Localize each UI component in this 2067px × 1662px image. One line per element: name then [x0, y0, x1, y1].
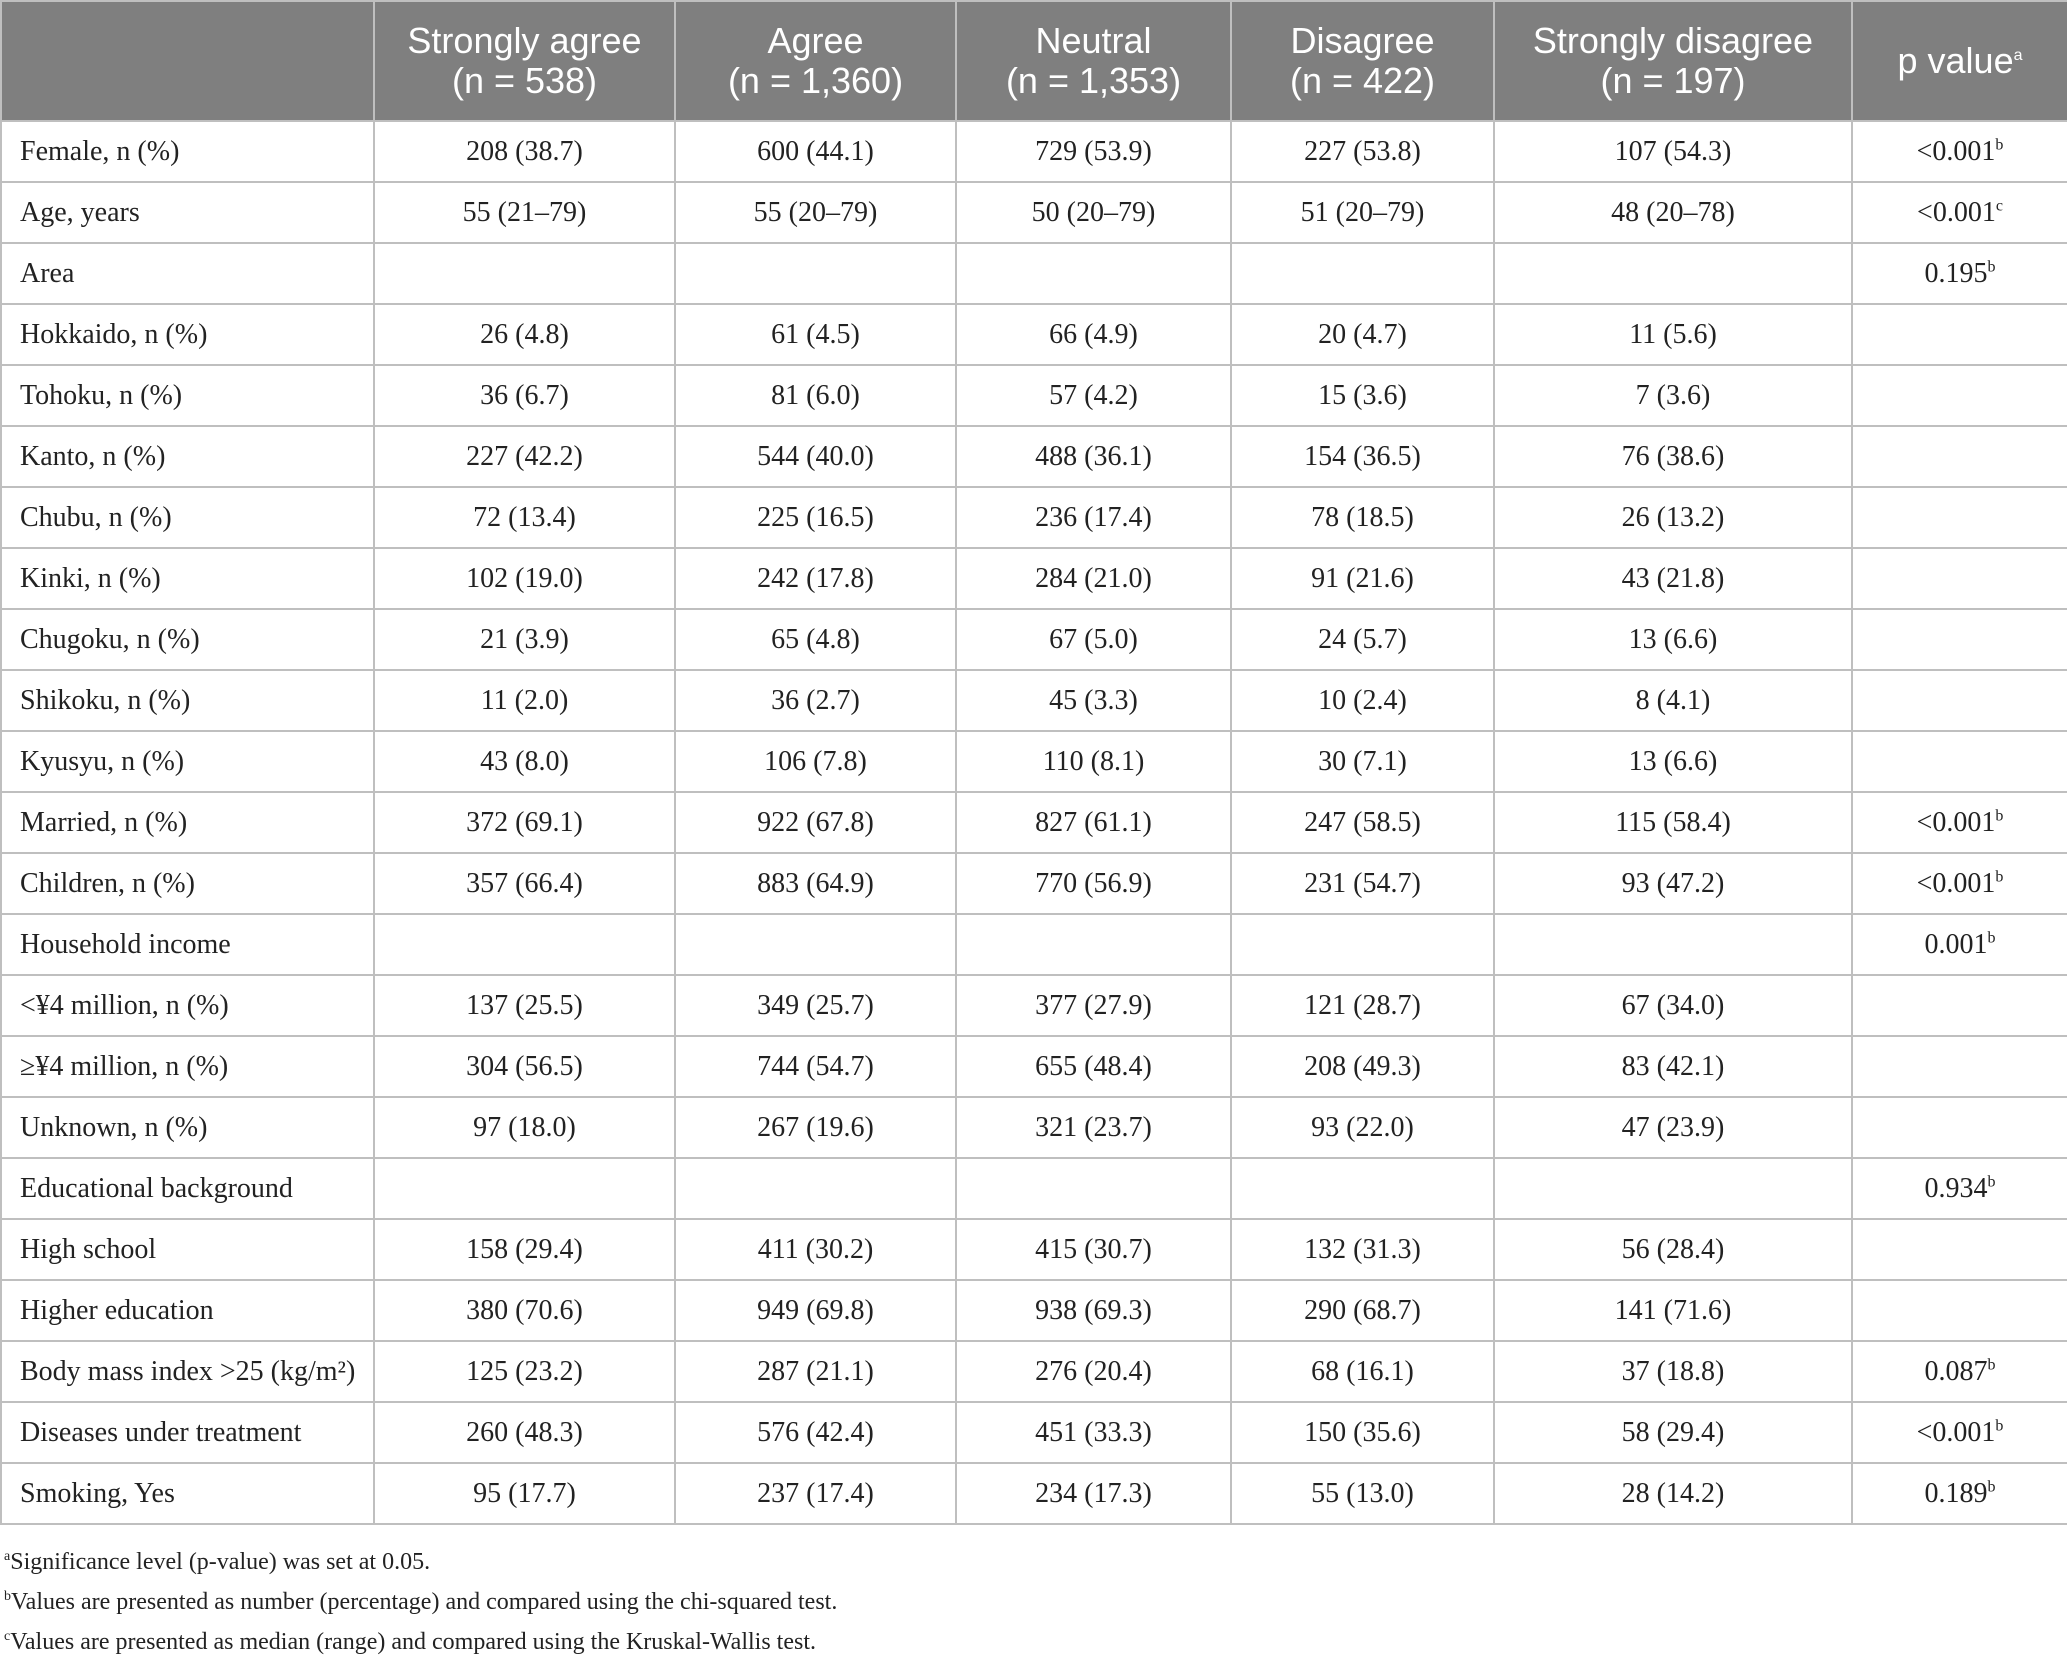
cell-value: 655 (48.4) [956, 1036, 1231, 1097]
cell-value: 208 (49.3) [1231, 1036, 1494, 1097]
table-row [1, 304, 2067, 365]
table-row [1, 792, 2067, 853]
cell-value: 81 (6.0) [675, 365, 956, 426]
cell-value: 234 (17.3) [956, 1463, 1231, 1524]
cell-value: 51 (20–79) [1231, 182, 1494, 243]
cell-value: 56 (28.4) [1494, 1219, 1852, 1280]
cell-p-value [1852, 1036, 2067, 1097]
row-label: Hokkaido, n (%) [1, 304, 374, 365]
cell-value: 95 (17.7) [374, 1463, 675, 1524]
header-strongly-disagree: Strongly disagree (n = 197) [1494, 1, 1852, 121]
cell-value: 247 (58.5) [1231, 792, 1494, 853]
cell-value: 36 (2.7) [675, 670, 956, 731]
cell-value: 57 (4.2) [956, 365, 1231, 426]
table-row [1, 243, 2067, 304]
cell-value [1494, 914, 1852, 975]
row-label: Kyusyu, n (%) [1, 731, 374, 792]
cell-value: 290 (68.7) [1231, 1280, 1494, 1341]
cell-value [1231, 914, 1494, 975]
cell-p-value [1852, 1219, 2067, 1280]
cell-value: 237 (17.4) [675, 1463, 956, 1524]
table-header-row [1, 1, 2067, 121]
cell-value: 380 (70.6) [374, 1280, 675, 1341]
cell-value: 132 (31.3) [1231, 1219, 1494, 1280]
cell-p-value [1852, 426, 2067, 487]
cell-p-value [1852, 731, 2067, 792]
cell-value: 43 (8.0) [374, 731, 675, 792]
cell-value: 11 (5.6) [1494, 304, 1852, 365]
cell-value: 949 (69.8) [675, 1280, 956, 1341]
cell-value: 938 (69.3) [956, 1280, 1231, 1341]
cell-value: 357 (66.4) [374, 853, 675, 914]
cell-value: 26 (4.8) [374, 304, 675, 365]
cell-value: 415 (30.7) [956, 1219, 1231, 1280]
row-label: Area [1, 243, 374, 304]
cell-p-value [1852, 975, 2067, 1036]
cell-p-value: <0.001$^b$ [1852, 853, 2067, 914]
row-label: Diseases under treatment [1, 1402, 374, 1463]
cell-p-value [1852, 304, 2067, 365]
row-label: Body mass index >25 (kg/m²) [1, 1341, 374, 1402]
cell-value: 744 (54.7) [675, 1036, 956, 1097]
cell-p-value: 0.087$^b$ [1852, 1341, 2067, 1402]
row-label: Higher education [1, 1280, 374, 1341]
cell-value: 24 (5.7) [1231, 609, 1494, 670]
row-label: Children, n (%) [1, 853, 374, 914]
cell-value: 76 (38.6) [1494, 426, 1852, 487]
cell-value: 287 (21.1) [675, 1341, 956, 1402]
cell-value: 28 (14.2) [1494, 1463, 1852, 1524]
table-row [1, 609, 2067, 670]
cell-value: 260 (48.3) [374, 1402, 675, 1463]
cell-p-value [1852, 609, 2067, 670]
table-row [1, 1280, 2067, 1341]
cell-value: 78 (18.5) [1231, 487, 1494, 548]
cell-value: 137 (25.5) [374, 975, 675, 1036]
cell-p-value [1852, 487, 2067, 548]
table-row [1, 975, 2067, 1036]
header-strongly-agree: Strongly agree (n = 538) [374, 1, 675, 121]
row-label: Chugoku, n (%) [1, 609, 374, 670]
cell-value: 208 (38.7) [374, 121, 675, 182]
cell-p-value: 0.934$^b$ [1852, 1158, 2067, 1219]
cell-value: 36 (6.7) [374, 365, 675, 426]
header-disagree: Disagree (n = 422) [1231, 1, 1494, 121]
cell-value: 141 (71.6) [1494, 1280, 1852, 1341]
row-label: Chubu, n (%) [1, 487, 374, 548]
cell-value: 411 (30.2) [675, 1219, 956, 1280]
cell-value: 110 (8.1) [956, 731, 1231, 792]
cell-value: 154 (36.5) [1231, 426, 1494, 487]
cell-value: 106 (7.8) [675, 731, 956, 792]
cell-value: 55 (20–79) [675, 182, 956, 243]
table-row [1, 1402, 2067, 1463]
cell-value: 276 (20.4) [956, 1341, 1231, 1402]
cell-value [1494, 243, 1852, 304]
footnote-b: $^b$Values are presented as number (percentage) and compared using the chi-squared test. [4, 1589, 838, 1615]
cell-value: 349 (25.7) [675, 975, 956, 1036]
cell-value: 242 (17.8) [675, 548, 956, 609]
cell-p-value: <0.001$^b$ [1852, 121, 2067, 182]
cell-value: 55 (21–79) [374, 182, 675, 243]
cell-value: 883 (64.9) [675, 853, 956, 914]
cell-p-value [1852, 1097, 2067, 1158]
cell-value: 67 (34.0) [1494, 975, 1852, 1036]
cell-value: 47 (23.9) [1494, 1097, 1852, 1158]
cell-value: 304 (56.5) [374, 1036, 675, 1097]
cell-value: 83 (42.1) [1494, 1036, 1852, 1097]
table-row [1, 670, 2067, 731]
cell-value: 93 (47.2) [1494, 853, 1852, 914]
row-label: Unknown, n (%) [1, 1097, 374, 1158]
table-row [1, 1036, 2067, 1097]
footnote-a: $^a$Significance level (p-value) was set at 0.05. [4, 1549, 431, 1575]
table-row [1, 731, 2067, 792]
table-row [1, 365, 2067, 426]
cell-value: 451 (33.3) [956, 1402, 1231, 1463]
cell-value: 107 (54.3) [1494, 121, 1852, 182]
cell-value: 45 (3.3) [956, 670, 1231, 731]
cell-value: 43 (21.8) [1494, 548, 1852, 609]
cell-value [1494, 1158, 1852, 1219]
cell-value: 231 (54.7) [1231, 853, 1494, 914]
table-row [1, 182, 2067, 243]
cell-value: 66 (4.9) [956, 304, 1231, 365]
header-p-value: p value$^a$ [1852, 1, 2067, 121]
cell-value: 372 (69.1) [374, 792, 675, 853]
cell-value: 121 (28.7) [1231, 975, 1494, 1036]
table-row [1, 1158, 2067, 1219]
cell-p-value: <0.001$^b$ [1852, 792, 2067, 853]
cell-p-value [1852, 548, 2067, 609]
row-label: Educational background [1, 1158, 374, 1219]
cell-value: 150 (35.6) [1231, 1402, 1494, 1463]
cell-p-value: <0.001$^b$ [1852, 1402, 2067, 1463]
cell-value [374, 1158, 675, 1219]
row-label: Tohoku, n (%) [1, 365, 374, 426]
cell-value: 115 (58.4) [1494, 792, 1852, 853]
cell-value: 488 (36.1) [956, 426, 1231, 487]
row-label: Married, n (%) [1, 792, 374, 853]
cell-value: 576 (42.4) [675, 1402, 956, 1463]
cell-value: 67 (5.0) [956, 609, 1231, 670]
cell-value: 72 (13.4) [374, 487, 675, 548]
row-label: Age, years [1, 182, 374, 243]
cell-value: 125 (23.2) [374, 1341, 675, 1402]
cell-value: 30 (7.1) [1231, 731, 1494, 792]
cell-p-value [1852, 670, 2067, 731]
cell-value [675, 914, 956, 975]
cell-value: 729 (53.9) [956, 121, 1231, 182]
cell-value: 37 (18.8) [1494, 1341, 1852, 1402]
row-label: <¥4 million, n (%) [1, 975, 374, 1036]
table-row [1, 1463, 2067, 1524]
cell-value: 922 (67.8) [675, 792, 956, 853]
table-row [1, 1219, 2067, 1280]
table-row [1, 914, 2067, 975]
cell-value [1231, 1158, 1494, 1219]
cell-value: 97 (18.0) [374, 1097, 675, 1158]
cell-value: 61 (4.5) [675, 304, 956, 365]
row-label: Kinki, n (%) [1, 548, 374, 609]
row-label: Kanto, n (%) [1, 426, 374, 487]
cell-value [675, 1158, 956, 1219]
cell-value: 68 (16.1) [1231, 1341, 1494, 1402]
cell-value: 544 (40.0) [675, 426, 956, 487]
cell-value: 600 (44.1) [675, 121, 956, 182]
cell-value: 827 (61.1) [956, 792, 1231, 853]
table-row [1, 853, 2067, 914]
footnotes [0, 1542, 837, 1662]
cell-value: 102 (19.0) [374, 548, 675, 609]
cell-value [675, 243, 956, 304]
cell-value: 93 (22.0) [1231, 1097, 1494, 1158]
cell-value: 227 (53.8) [1231, 121, 1494, 182]
table-row [1, 1341, 2067, 1402]
cell-value: 225 (16.5) [675, 487, 956, 548]
cell-value: 11 (2.0) [374, 670, 675, 731]
cell-value: 227 (42.2) [374, 426, 675, 487]
cell-value: 21 (3.9) [374, 609, 675, 670]
cell-value [956, 914, 1231, 975]
cell-value: 15 (3.6) [1231, 365, 1494, 426]
table-row [1, 426, 2067, 487]
cell-p-value [1852, 1280, 2067, 1341]
cell-value: 91 (21.6) [1231, 548, 1494, 609]
cell-value: 20 (4.7) [1231, 304, 1494, 365]
table-row [1, 121, 2067, 182]
table-row [1, 487, 2067, 548]
cell-value: 10 (2.4) [1231, 670, 1494, 731]
row-label: Female, n (%) [1, 121, 374, 182]
cell-value: 158 (29.4) [374, 1219, 675, 1280]
cell-p-value [1852, 365, 2067, 426]
header-neutral: Neutral (n = 1,353) [956, 1, 1231, 121]
row-label: Smoking, Yes [1, 1463, 374, 1524]
cell-value: 48 (20–78) [1494, 182, 1852, 243]
cell-value: 236 (17.4) [956, 487, 1231, 548]
row-label: Shikoku, n (%) [1, 670, 374, 731]
header-blank [1, 1, 374, 121]
cell-value: 321 (23.7) [956, 1097, 1231, 1158]
cell-value [956, 1158, 1231, 1219]
cell-value: 8 (4.1) [1494, 670, 1852, 731]
cell-value: 267 (19.6) [675, 1097, 956, 1158]
cell-value: 377 (27.9) [956, 975, 1231, 1036]
header-agree: Agree (n = 1,360) [675, 1, 956, 121]
cell-value: 284 (21.0) [956, 548, 1231, 609]
cell-value [374, 243, 675, 304]
row-label: Household income [1, 914, 374, 975]
cell-value: 13 (6.6) [1494, 609, 1852, 670]
cell-value: 13 (6.6) [1494, 731, 1852, 792]
table-row [1, 548, 2067, 609]
cell-p-value: <0.001$^c$ [1852, 182, 2067, 243]
row-label: ≥¥4 million, n (%) [1, 1036, 374, 1097]
footnote-c: $^c$Values are presented as median (range) and compared using the Kruskal-Wallis test. [4, 1629, 816, 1655]
cell-value: 7 (3.6) [1494, 365, 1852, 426]
cell-value: 770 (56.9) [956, 853, 1231, 914]
cell-value [956, 243, 1231, 304]
cell-value: 55 (13.0) [1231, 1463, 1494, 1524]
cell-value: 50 (20–79) [956, 182, 1231, 243]
cell-value: 26 (13.2) [1494, 487, 1852, 548]
cell-value [1231, 243, 1494, 304]
cell-value: 65 (4.8) [675, 609, 956, 670]
cell-p-value: 0.189$^b$ [1852, 1463, 2067, 1524]
row-label: High school [1, 1219, 374, 1280]
cell-value: 58 (29.4) [1494, 1402, 1852, 1463]
cell-p-value: 0.195$^b$ [1852, 243, 2067, 304]
table-row [1, 1097, 2067, 1158]
cell-p-value: 0.001$^b$ [1852, 914, 2067, 975]
cell-value [374, 914, 675, 975]
